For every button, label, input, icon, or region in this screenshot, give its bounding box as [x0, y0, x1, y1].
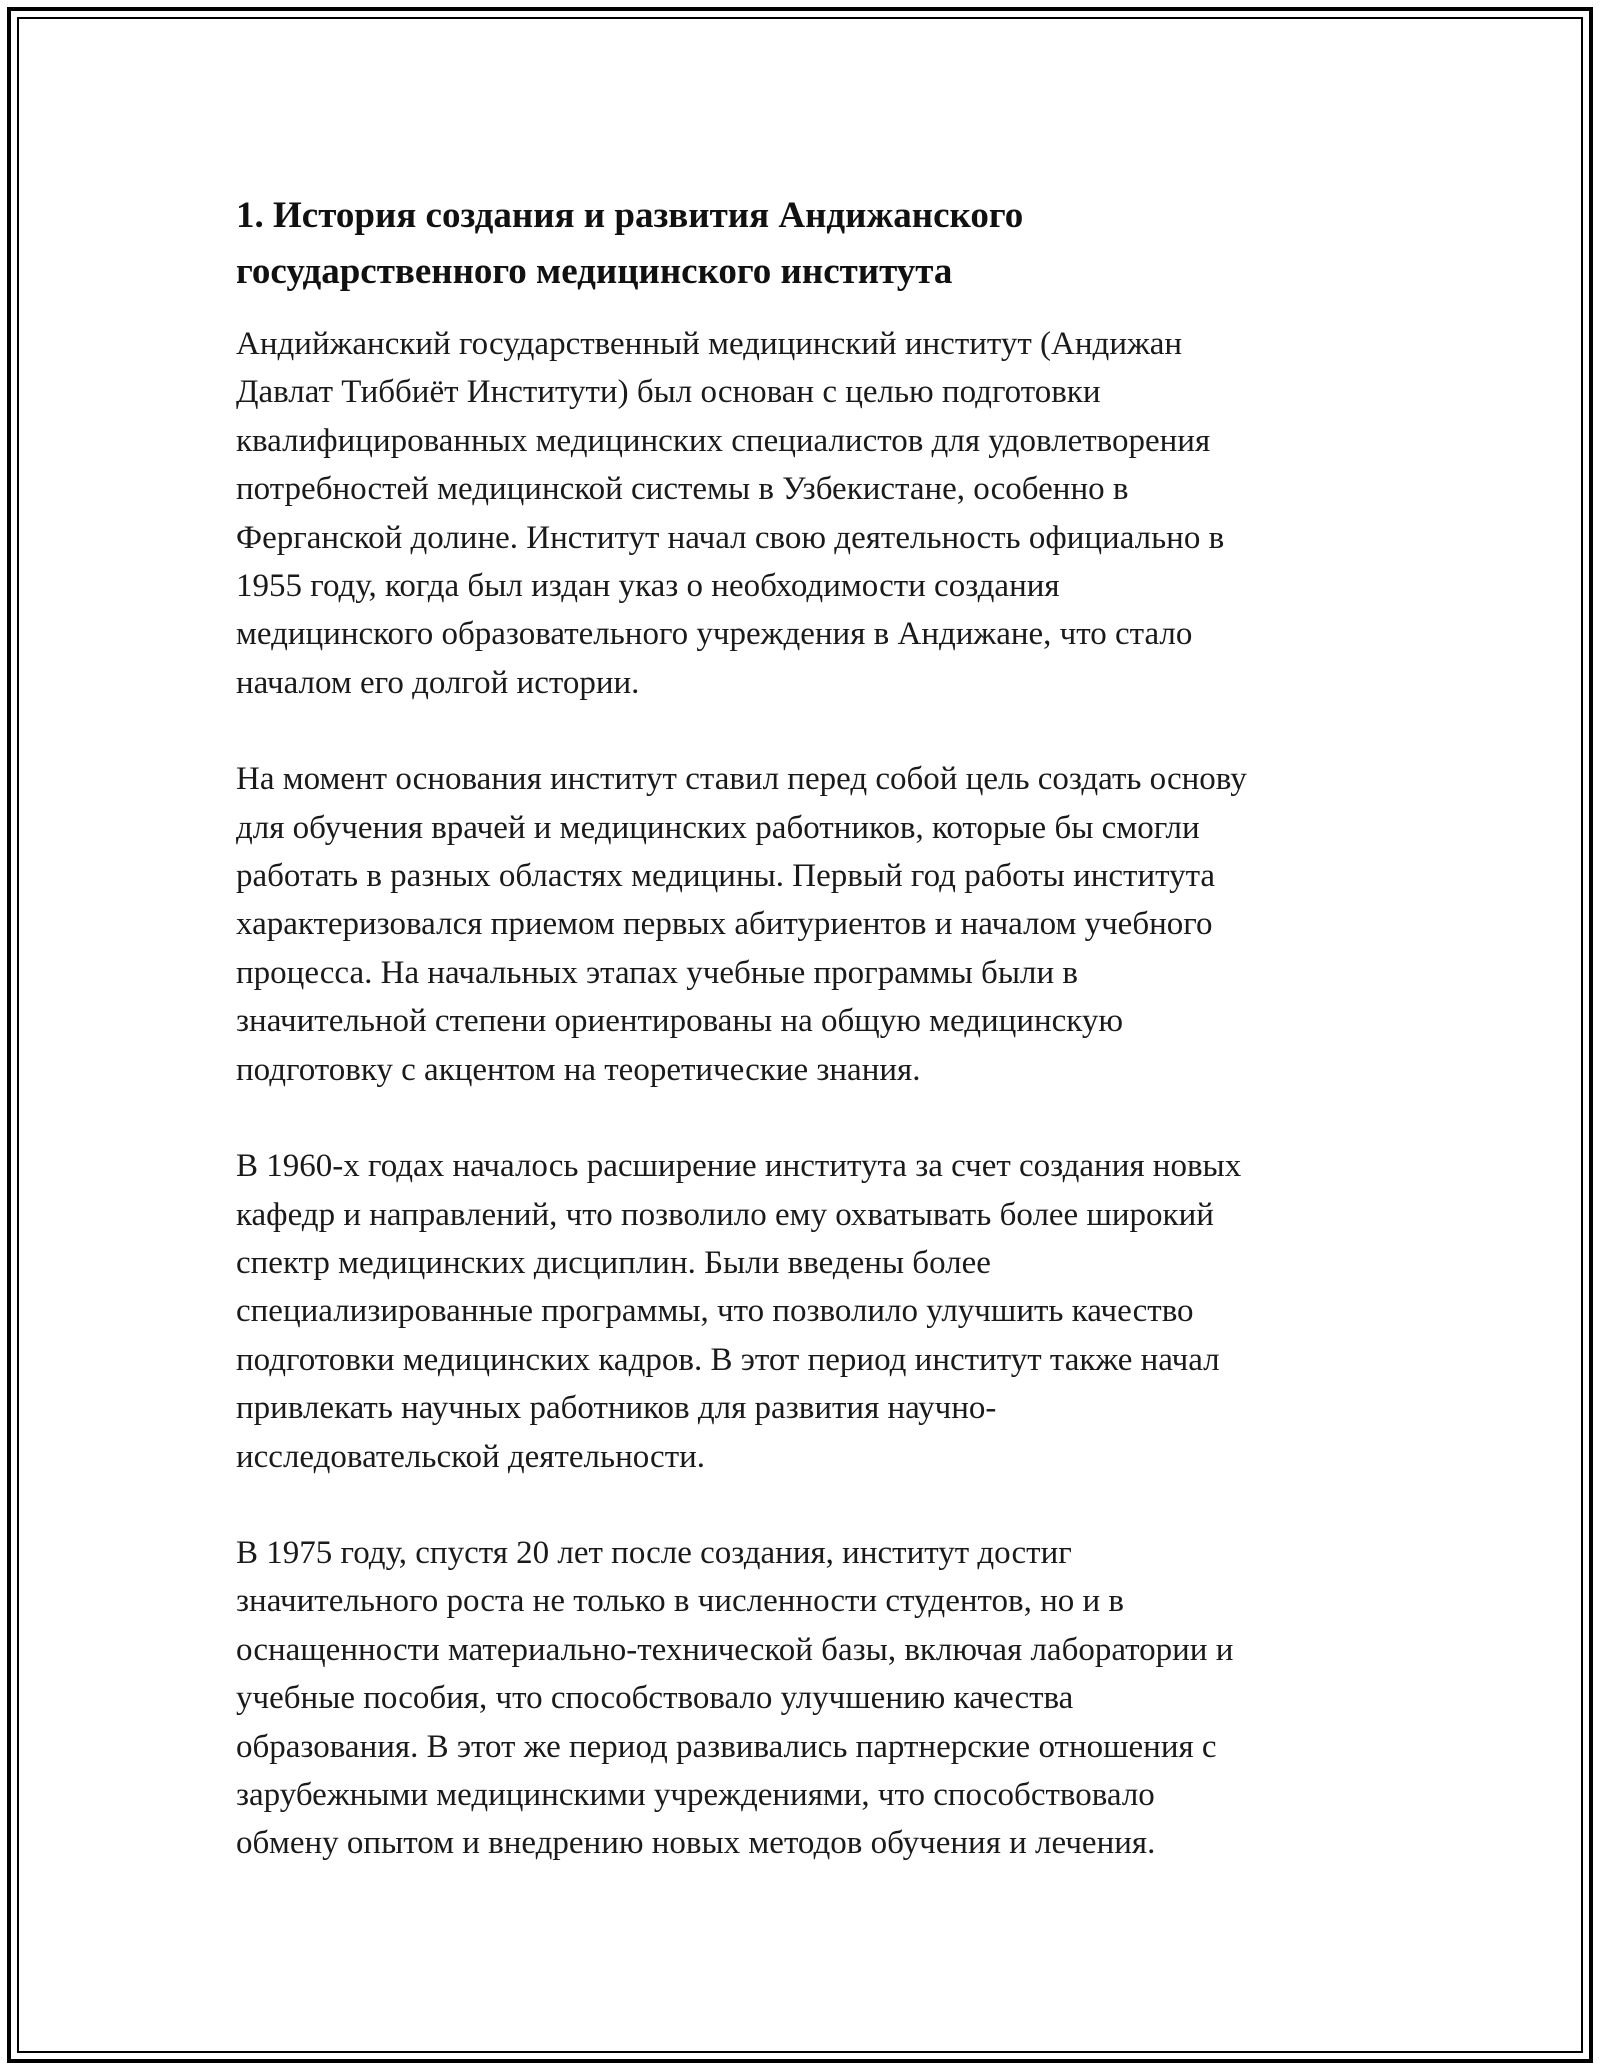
text-line: В 1960-х годах началось расширение института за счет создания новых: [236, 1148, 1242, 1185]
text-line: подготовки медицинских кадров. В этот период институт также начал: [236, 1341, 1220, 1378]
text-line: началом его долгой истории.: [236, 664, 640, 701]
text-line: процесса. На начальных этапах учебные программы были в: [236, 954, 1078, 991]
text-line: подготовку с акцентом на теоретические знания.: [236, 1051, 921, 1088]
text-line: В 1975 году, спустя 20 лет после создания, институт достиг: [236, 1534, 1072, 1571]
text-line: образования. В этот же период развивались партнерские отношения с: [236, 1728, 1217, 1765]
text-line: На момент основания институт ставил перед собой цель создать основу: [236, 761, 1247, 798]
text-line: потребностей медицинской системы в Узбекистане, особенно в: [236, 471, 1129, 508]
text-line: работать в разных областях медицины. Первый год работы института: [236, 858, 1216, 895]
text-line: кафедр и направлений, что позволило ему охватывать более широкий: [236, 1196, 1214, 1233]
document-body: [236, 188, 1376, 1916]
text-line: спектр медицинских дисциплин. Были введены более: [236, 1244, 991, 1281]
heading-line: государственного медицинского института: [236, 251, 953, 292]
heading-line: 1. История создания и развития Андижанского: [236, 195, 1024, 236]
text-line: Давлат Тиббиёт Институти) был основан с целью подготовки: [236, 374, 1101, 411]
text-line: квалифицированных медицинских специалистов для удовлетворения: [236, 422, 1211, 459]
text-line: специализированные программы, что позволило улучшить качество: [236, 1293, 1194, 1330]
text-line: Ферганской долине. Институт начал свою деятельность официально в: [236, 519, 1225, 556]
text-line: 1955 году, когда был издан указ о необходимости создания: [236, 568, 1060, 605]
text-line: привлекать научных работников для развития научно-: [236, 1390, 997, 1427]
text-line: медицинского образовательного учреждения в Андижане, что стало: [236, 616, 1193, 653]
text-line: значительной степени ориентированы на общую медицинскую: [236, 1003, 1124, 1040]
text-line: значительного роста не только в численности студентов, но и в: [236, 1583, 1125, 1620]
paragraph-founding: [236, 320, 1376, 707]
paragraph-1975-growth: [236, 1529, 1376, 1868]
text-line: Андийжанский государственный медицинский институт (Андижан: [236, 326, 1183, 362]
section-heading: [236, 188, 1376, 300]
text-line: учебные пособия, что способствовало улучшению качества: [236, 1680, 1074, 1717]
text-line: характеризовался приемом первых абитуриентов и началом учебного: [236, 906, 1213, 943]
text-line: оснащенности материально-технической базы, включая лаборатории и: [236, 1631, 1234, 1668]
text-line: обмену опытом и внедрению новых методов обучения и лечения.: [236, 1825, 1156, 1862]
paragraph-early-goals: [236, 755, 1376, 1094]
text-line: зарубежными медицинскими учреждениями, что способствовало: [236, 1776, 1155, 1813]
text-line: для обучения врачей и медицинских работников, которые бы смогли: [236, 809, 1200, 846]
paragraph-1960s-expansion: [236, 1142, 1376, 1481]
text-line: исследовательской деятельности.: [236, 1438, 706, 1475]
